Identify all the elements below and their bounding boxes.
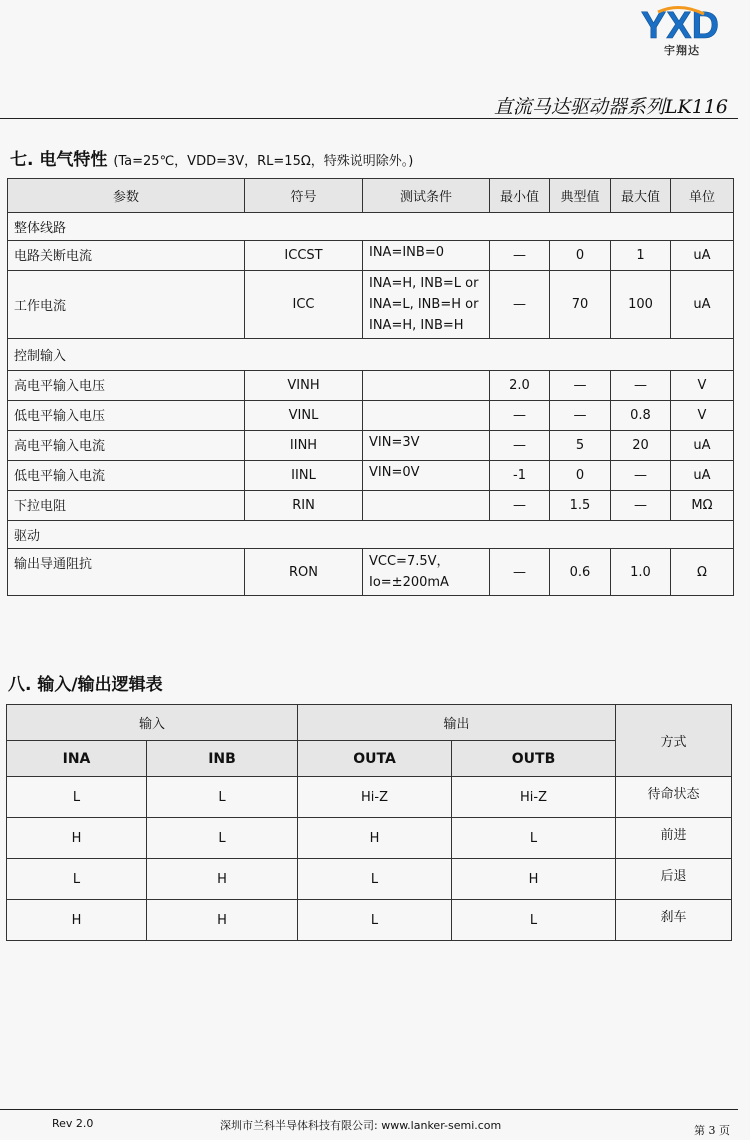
inb-cell: L (147, 777, 298, 818)
max-cell: 1 (611, 241, 671, 271)
min-cell: — (490, 549, 550, 596)
outb-cell: L (452, 900, 616, 941)
mode-cell: 前进 (616, 818, 732, 859)
unit-cell: V (671, 401, 734, 431)
col-header-inb: INB (147, 741, 298, 777)
table-row (8, 461, 734, 491)
symbol-cell: VINH (245, 371, 363, 401)
table-row (7, 900, 732, 941)
col-header: 参数 (8, 179, 245, 213)
condition-cell: INA=INB=0 (363, 241, 490, 271)
typ-cell: 1.5 (550, 491, 611, 521)
condition-cell: VIN=3V (363, 431, 490, 461)
min-cell: — (490, 431, 550, 461)
unit-cell: Ω (671, 549, 734, 596)
section7-note: (Ta=25℃，VDD=3V，RL=15Ω，特殊说明除外。) (113, 154, 414, 169)
unit-cell: uA (671, 271, 734, 339)
param-cell: 工作电流 (8, 271, 245, 339)
col-header: 典型值 (550, 179, 611, 213)
condition-line: INA=H, INB=H (369, 318, 464, 333)
symbol-cell: IINL (245, 461, 363, 491)
max-cell: — (611, 371, 671, 401)
symbol-cell: RON (245, 549, 363, 596)
condition-cell (363, 549, 490, 596)
unit-cell: uA (671, 241, 734, 271)
document-title: 直流马达驱动器系列LK116 (493, 96, 728, 118)
outa-cell: H (298, 818, 452, 859)
param-cell: 输出导通阻抗 (8, 549, 245, 596)
group-label: 整体线路 (8, 213, 734, 241)
group-row (8, 521, 734, 549)
condition-cell (363, 401, 490, 431)
section7-title: 七. 电气特性 (10, 150, 108, 170)
table-row (8, 549, 734, 596)
symbol-cell: RIN (245, 491, 363, 521)
param-cell: 低电平输入电压 (8, 401, 245, 431)
table-row (7, 818, 732, 859)
col-header: 单位 (671, 179, 734, 213)
table-row (7, 777, 732, 818)
col-header: 测试条件 (363, 179, 490, 213)
condition-line: Io=±200mA (369, 575, 449, 590)
param-cell: 高电平输入电压 (8, 371, 245, 401)
condition-cell: VIN=0V (363, 461, 490, 491)
typ-cell: 0 (550, 461, 611, 491)
typ-cell: 5 (550, 431, 611, 461)
table-row (8, 271, 734, 339)
mode-header: 方式 (616, 705, 732, 777)
mode-cell: 待命状态 (616, 777, 732, 818)
logic-table (6, 704, 732, 941)
typ-cell: — (550, 401, 611, 431)
outb-cell: Hi-Z (452, 777, 616, 818)
outb-cell: H (452, 859, 616, 900)
max-cell: 20 (611, 431, 671, 461)
param-cell: 下拉电阻 (8, 491, 245, 521)
col-header-ina: INA (7, 741, 147, 777)
max-cell: 100 (611, 271, 671, 339)
max-cell: — (611, 461, 671, 491)
col-header-outa: OUTA (298, 741, 452, 777)
table-row (8, 371, 734, 401)
outa-cell: Hi-Z (298, 777, 452, 818)
electrical-characteristics-table (7, 178, 734, 596)
condition-cell (363, 491, 490, 521)
unit-cell: uA (671, 461, 734, 491)
table-row (8, 401, 734, 431)
ina-cell: L (7, 859, 147, 900)
col-header: 符号 (245, 179, 363, 213)
group-header-row (7, 705, 732, 741)
max-cell: 1.0 (611, 549, 671, 596)
typ-cell: — (550, 371, 611, 401)
logo-text: YXD (640, 5, 720, 47)
param-cell: 低电平输入电流 (8, 461, 245, 491)
max-cell: — (611, 491, 671, 521)
input-group-header: 输入 (7, 705, 298, 741)
group-row (8, 339, 734, 371)
symbol-cell: ICC (245, 271, 363, 339)
typ-cell: 70 (550, 271, 611, 339)
outa-cell: L (298, 900, 452, 941)
min-cell: — (490, 401, 550, 431)
table-row (8, 431, 734, 461)
param-cell: 高电平输入电流 (8, 431, 245, 461)
symbol-cell: IINH (245, 431, 363, 461)
col-header-outb: OUTB (452, 741, 616, 777)
condition-line: INA=H, INB=L or (369, 276, 479, 291)
header-divider (0, 118, 738, 119)
param-cell: 电路关断电流 (8, 241, 245, 271)
outb-cell: L (452, 818, 616, 859)
table-row (8, 241, 734, 271)
col-header: 最小值 (490, 179, 550, 213)
logo-subtitle: 宇翔达 (664, 44, 700, 57)
col-header: 最大值 (611, 179, 671, 213)
min-cell: — (490, 271, 550, 339)
group-row (8, 213, 734, 241)
ina-cell: H (7, 900, 147, 941)
table-header-row (8, 179, 734, 213)
inb-cell: H (147, 900, 298, 941)
inb-cell: H (147, 859, 298, 900)
condition-cell (363, 271, 490, 339)
condition-cell (363, 371, 490, 401)
unit-cell: MΩ (671, 491, 734, 521)
ina-cell: H (7, 818, 147, 859)
symbol-cell: ICCST (245, 241, 363, 271)
revision-label: Rev 2.0 (52, 1117, 94, 1130)
unit-cell: V (671, 371, 734, 401)
mode-cell: 刹车 (616, 900, 732, 941)
group-label: 驱动 (8, 521, 734, 549)
inb-cell: L (147, 818, 298, 859)
footer-divider (0, 1109, 738, 1110)
min-cell: — (490, 241, 550, 271)
min-cell: -1 (490, 461, 550, 491)
condition-line: INA=L, INB=H or (369, 297, 479, 312)
mode-cell: 后退 (616, 859, 732, 900)
section8-heading: 八. 输入/输出逻辑表 (8, 675, 163, 695)
section7-heading (10, 145, 413, 170)
table-row (8, 491, 734, 521)
condition-line: VCC=7.5V， (369, 554, 450, 569)
typ-cell: 0 (550, 241, 611, 271)
unit-cell: uA (671, 431, 734, 461)
min-cell: — (490, 491, 550, 521)
symbol-cell: VINL (245, 401, 363, 431)
max-cell: 0.8 (611, 401, 671, 431)
table-row (7, 859, 732, 900)
ina-cell: L (7, 777, 147, 818)
output-group-header: 输出 (298, 705, 616, 741)
group-label: 控制输入 (8, 339, 734, 371)
min-cell: 2.0 (490, 371, 550, 401)
company-info: 深圳市兰科半导体科技有限公司: www.lanker-semi.com (220, 1119, 502, 1132)
typ-cell: 0.6 (550, 549, 611, 596)
outa-cell: L (298, 859, 452, 900)
page-number: 第 3 页 (694, 1124, 730, 1137)
